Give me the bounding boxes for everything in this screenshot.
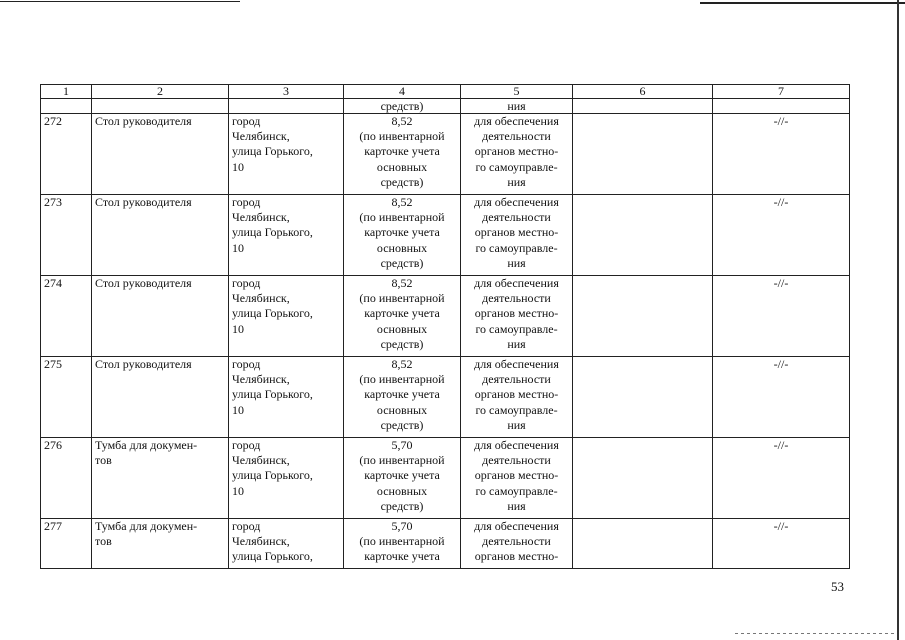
col6-cell <box>573 438 713 519</box>
item-name-cell <box>92 438 229 519</box>
purpose-line: органов местно- <box>474 468 559 483</box>
col-header-3: 3 <box>229 85 344 99</box>
col6-cell <box>573 276 713 357</box>
purpose-line: деятельности <box>482 210 551 225</box>
item-name-line: тов <box>95 453 112 468</box>
value-line: основных <box>376 483 428 498</box>
value-cell <box>344 276 461 357</box>
table-row <box>41 195 850 276</box>
value-line: карточке учета <box>364 468 440 483</box>
item-name-line: тов <box>95 534 112 549</box>
scan-edge-line <box>0 1 240 2</box>
location-cell <box>229 195 344 276</box>
value-line: средств) <box>380 417 424 432</box>
location-line: Челябинск, <box>232 534 290 549</box>
value-line: основных <box>376 321 428 336</box>
value-line: карточке учета <box>364 225 440 240</box>
item-name-cell <box>92 357 229 438</box>
table-row <box>41 519 850 569</box>
value-line: основных <box>376 240 428 255</box>
col7-cell: -//- <box>713 438 850 519</box>
cont-cell <box>573 99 713 114</box>
scan-edge-line <box>735 633 895 634</box>
table-row <box>41 438 850 519</box>
col6-cell <box>573 114 713 195</box>
col-header-2: 2 <box>92 85 229 99</box>
col6-cell <box>573 519 713 569</box>
col7-cell: -//- <box>713 357 850 438</box>
value-line: (по инвентарной <box>359 129 445 144</box>
location-line: 10 <box>232 240 244 255</box>
location-line: Челябинск, <box>232 129 290 144</box>
location-line: город <box>232 195 261 209</box>
location-line: Челябинск, <box>232 372 290 387</box>
item-name-cell <box>92 519 229 569</box>
value-line: (по инвентарной <box>359 372 445 387</box>
location-line: город <box>232 114 261 128</box>
location-line: улица Горького, <box>232 549 313 564</box>
purpose-line: для обеспечения <box>474 195 559 209</box>
value-line: 8,52 <box>391 195 413 209</box>
cont-cell <box>229 99 344 114</box>
location-line: Челябинск, <box>232 210 290 225</box>
location-cell <box>229 114 344 195</box>
item-name-line: Стол руководителя <box>95 276 192 290</box>
purpose-line: го самоуправле- <box>475 483 558 498</box>
item-name-line: Стол руководителя <box>95 195 192 209</box>
continuation-row <box>41 99 850 114</box>
purpose-line: го самоуправле- <box>475 402 558 417</box>
purpose-line: деятельности <box>482 291 551 306</box>
purpose-line: органов местно- <box>474 144 559 159</box>
location-line: 10 <box>232 159 244 174</box>
purpose-cell <box>461 195 573 276</box>
location-line: улица Горького, <box>232 468 313 483</box>
purpose-cell <box>461 438 573 519</box>
table-row <box>41 357 850 438</box>
purpose-line: органов местно- <box>474 387 559 402</box>
item-name-cell <box>92 195 229 276</box>
value-line: (по инвентарной <box>359 453 445 468</box>
value-cell <box>344 195 461 276</box>
cont-cell <box>41 99 92 114</box>
purpose-cell <box>461 114 573 195</box>
location-cell <box>229 438 344 519</box>
location-line: улица Горького, <box>232 225 313 240</box>
purpose-line: органов местно- <box>474 306 559 321</box>
purpose-cell <box>461 276 573 357</box>
purpose-line: го самоуправле- <box>475 321 558 336</box>
purpose-line: деятельности <box>482 453 551 468</box>
location-line: город <box>232 519 261 533</box>
row-number-cell: 275 <box>41 357 92 438</box>
item-name-line: Стол руководителя <box>95 357 192 371</box>
purpose-cell <box>461 519 573 569</box>
location-cell <box>229 357 344 438</box>
cont-cell <box>92 99 229 114</box>
cont-cell-value: средств) <box>344 99 461 114</box>
table-row <box>41 276 850 357</box>
scan-edge-line <box>700 2 905 4</box>
col7-cell: -//- <box>713 195 850 276</box>
purpose-line: органов местно- <box>474 549 559 564</box>
purpose-line: деятельности <box>482 372 551 387</box>
value-line: карточке учета <box>364 144 440 159</box>
purpose-line: ния <box>507 255 526 270</box>
location-line: Челябинск, <box>232 453 290 468</box>
purpose-line: для обеспечения <box>474 114 559 128</box>
row-number-cell: 277 <box>41 519 92 569</box>
value-line: 5,70 <box>391 438 413 452</box>
value-line: средств) <box>380 336 424 351</box>
col6-cell <box>573 195 713 276</box>
value-line: 8,52 <box>391 276 413 290</box>
scan-edge-line <box>897 0 899 640</box>
value-line: средств) <box>380 255 424 270</box>
col-header-4: 4 <box>344 85 461 99</box>
item-name-cell <box>92 276 229 357</box>
row-number-cell: 274 <box>41 276 92 357</box>
purpose-line: ния <box>507 336 526 351</box>
value-line: карточке учета <box>364 387 440 402</box>
location-line: 10 <box>232 402 244 417</box>
purpose-line: го самоуправле- <box>475 159 558 174</box>
item-name-line: Тумба для докумен- <box>95 519 198 533</box>
purpose-line: органов местно- <box>474 225 559 240</box>
location-line: город <box>232 276 261 290</box>
purpose-line: ния <box>507 498 526 513</box>
col-header-5: 5 <box>461 85 573 99</box>
value-line: 8,52 <box>391 114 413 128</box>
table-body <box>41 85 850 569</box>
location-line: улица Горького, <box>232 144 313 159</box>
value-line: 5,70 <box>391 519 413 533</box>
location-cell <box>229 276 344 357</box>
purpose-line: для обеспечения <box>474 357 559 371</box>
row-number-cell: 276 <box>41 438 92 519</box>
value-line: карточке учета <box>364 549 440 564</box>
purpose-line: деятельности <box>482 534 551 549</box>
item-name-line: Тумба для докумен- <box>95 438 198 452</box>
value-line: (по инвентарной <box>359 534 445 549</box>
value-line: 8,52 <box>391 357 413 371</box>
col-header-1: 1 <box>41 85 92 99</box>
purpose-line: го самоуправле- <box>475 240 558 255</box>
value-line: средств) <box>380 174 424 189</box>
col-header-7: 7 <box>713 85 850 99</box>
col7-cell: -//- <box>713 114 850 195</box>
value-line: карточке учета <box>364 306 440 321</box>
row-number-cell: 272 <box>41 114 92 195</box>
col7-cell: -//- <box>713 276 850 357</box>
purpose-line: ния <box>507 417 526 432</box>
purpose-line: для обеспечения <box>474 438 559 452</box>
value-line: (по инвентарной <box>359 210 445 225</box>
location-cell <box>229 519 344 569</box>
column-number-row <box>41 85 850 99</box>
purpose-line: ния <box>507 174 526 189</box>
col-header-6: 6 <box>573 85 713 99</box>
location-line: Челябинск, <box>232 291 290 306</box>
location-line: 10 <box>232 483 244 498</box>
location-line: город <box>232 438 261 452</box>
location-line: улица Горького, <box>232 306 313 321</box>
item-name-cell <box>92 114 229 195</box>
value-cell <box>344 519 461 569</box>
purpose-line: для обеспечения <box>474 276 559 290</box>
cont-cell <box>713 99 850 114</box>
value-line: средств) <box>380 498 424 513</box>
row-number-cell: 273 <box>41 195 92 276</box>
location-line: 10 <box>232 321 244 336</box>
page-number: 53 <box>831 579 844 594</box>
item-name-line: Стол руководителя <box>95 114 192 128</box>
table-row <box>41 114 850 195</box>
value-cell <box>344 114 461 195</box>
purpose-cell <box>461 357 573 438</box>
location-line: город <box>232 357 261 371</box>
cont-cell-purpose: ния <box>461 99 573 114</box>
location-line: улица Горького, <box>232 387 313 402</box>
property-registry-table <box>40 84 850 569</box>
purpose-line: для обеспечения <box>474 519 559 533</box>
value-cell <box>344 357 461 438</box>
col7-cell: -//- <box>713 519 850 569</box>
col6-cell <box>573 357 713 438</box>
value-line: основных <box>376 402 428 417</box>
value-line: (по инвентарной <box>359 291 445 306</box>
value-cell <box>344 438 461 519</box>
purpose-line: деятельности <box>482 129 551 144</box>
value-line: основных <box>376 159 428 174</box>
